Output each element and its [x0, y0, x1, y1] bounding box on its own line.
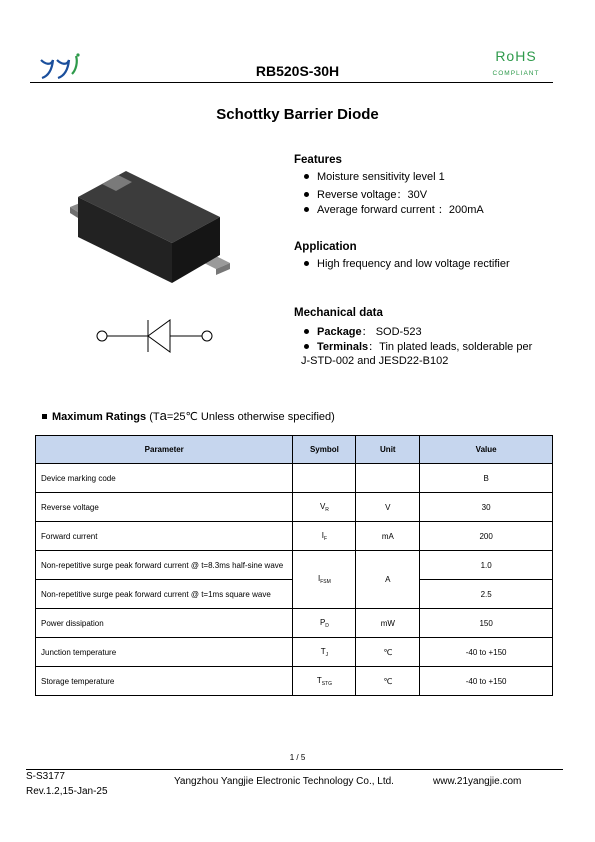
value-cell: -40 to +150: [420, 667, 553, 696]
square-bullet-icon: [42, 414, 47, 419]
website-link[interactable]: www.21yangjie.com: [433, 776, 522, 787]
value-cell: -40 to +150: [420, 638, 553, 667]
param-cell: Non-repetitive surge peak forward current @ t=1ms square wave: [36, 580, 293, 609]
column-header: Value: [420, 436, 553, 464]
unit-cell: ℃: [356, 667, 420, 696]
max-ratings-table: [35, 435, 553, 696]
column-header: Parameter: [36, 436, 293, 464]
symbol-cell: $I_F$: [293, 522, 356, 551]
param-cell: Storage temperature: [36, 667, 293, 696]
param-cell: Junction temperature: [36, 638, 293, 667]
rohs-compliant-label: COMPLIANT: [492, 70, 540, 77]
table-row: [36, 609, 553, 638]
symbol-cell: $V_R$: [293, 493, 356, 522]
table-row: [36, 638, 553, 667]
table-row: [36, 551, 553, 580]
value-cell: 200: [420, 522, 553, 551]
param-cell: Device marking code: [36, 464, 293, 493]
symbol-cell: $T_{STG}$: [293, 667, 356, 696]
param-cell: Power dissipation: [36, 609, 293, 638]
feature-item: Average forward current ：200mA: [304, 201, 484, 217]
mechanical-heading: Mechanical data: [294, 307, 383, 319]
mechanical-terminals-continued: J-STD-002 and JESD22-B102: [301, 355, 449, 367]
bullet-icon: [304, 329, 309, 334]
table-row: [36, 522, 553, 551]
table-row: [36, 667, 553, 696]
value-cell: 1.0: [420, 551, 553, 580]
value-cell: B: [420, 464, 553, 493]
table-row: [36, 464, 553, 493]
footer-divider: [26, 769, 563, 770]
table-header-row: [36, 436, 553, 464]
application-heading: Application: [294, 241, 357, 253]
rohs-mark: RoHS: [495, 48, 537, 64]
mechanical-package: Package： SOD-523: [304, 323, 422, 339]
symbol-cell: $T_J$: [293, 638, 356, 667]
sod523-package-image: [62, 165, 247, 290]
unit-cell: mA: [356, 522, 420, 551]
company-name: Yangzhou Yangjie Electronic Technology Co., Ltd.: [174, 776, 394, 787]
column-header: Symbol: [293, 436, 356, 464]
document-title: Schottky Barrier Diode: [216, 106, 379, 123]
param-cell: Forward current: [36, 522, 293, 551]
unit-cell: A: [356, 551, 420, 609]
feature-item: Moisture sensitivity level 1: [304, 171, 445, 183]
feature-item: Reverse voltage：30V: [304, 186, 427, 202]
unit-cell: V: [356, 493, 420, 522]
header-divider: [30, 82, 553, 83]
table-row: [36, 493, 553, 522]
param-cell: Reverse voltage: [36, 493, 293, 522]
symbol-cell: $I_{FSM}$: [293, 551, 356, 609]
unit-cell: [356, 464, 420, 493]
bullet-icon: [304, 344, 309, 349]
symbol-cell: [293, 464, 356, 493]
column-header: Unit: [356, 436, 420, 464]
application-item: High frequency and low voltage rectifier: [304, 258, 510, 270]
part-number: RB520S-30H: [255, 63, 340, 79]
document-code: S-S3177: [26, 771, 65, 782]
features-heading: Features: [294, 154, 342, 166]
bullet-icon: [304, 192, 309, 197]
param-cell: Non-repetitive surge peak forward current @ t=8.3ms half-sine wave: [36, 551, 293, 580]
max-ratings-heading: Maximum Ratings (Ta=25℃ Unless otherwise specified): [42, 408, 335, 423]
mechanical-terminals: Terminals：Tin plated leads, solderable per: [304, 338, 532, 354]
bullet-icon: [304, 207, 309, 212]
bullet-icon: [304, 261, 309, 266]
unit-cell: mW: [356, 609, 420, 638]
value-cell: 30: [420, 493, 553, 522]
value-cell: 150: [420, 609, 553, 638]
value-cell: 2.5: [420, 580, 553, 609]
diode-symbol-icon: [92, 318, 217, 354]
bullet-icon: [304, 174, 309, 179]
symbol-cell: $P_D$: [293, 609, 356, 638]
revision-date: Rev.1.2,15-Jan-25: [26, 786, 108, 797]
page-number: 1 / 5: [289, 753, 306, 762]
unit-cell: ℃: [356, 638, 420, 667]
